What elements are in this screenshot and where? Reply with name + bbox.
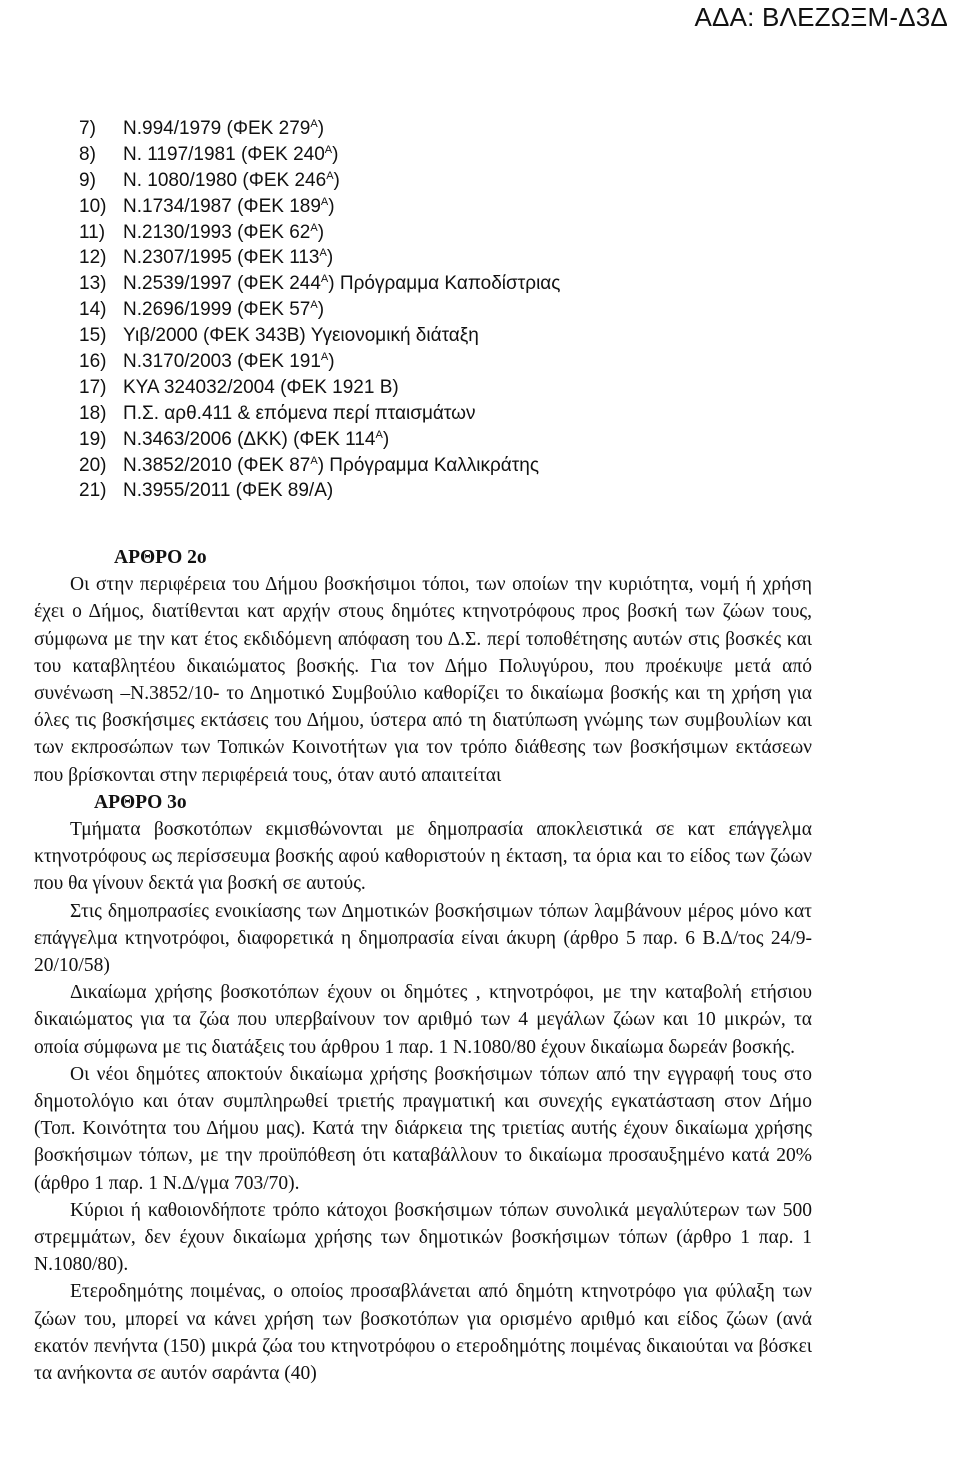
list-item-tail: ) <box>317 221 325 243</box>
list-item-superscript: Α <box>310 299 318 312</box>
list-item-main: Ν.3170/2003 (ΦΕΚ 191 <box>123 351 321 373</box>
list-item-tail: ) Πρόγραμμα Καλλικράτης <box>317 454 540 476</box>
list-item-main: Ν.2696/1999 (ΦΕΚ 57 <box>123 299 311 321</box>
list-item <box>0 142 960 168</box>
list-item-text <box>123 271 560 297</box>
list-item-main: Ν.2307/1995 (ΦΕΚ 113 <box>123 247 320 269</box>
list-item-main: Ν. 1197/1981 (ΦΕΚ 240 <box>123 143 325 165</box>
list-item <box>0 116 960 142</box>
article-3-paragraph-2: Στις δημοπρασίες ενοικίασης των Δημοτικών βοσκήσιμων τόπων λαμβάνουν μέρος μόνο κατ επάγγελμα κτηνοτρόφοι, διαφορετικά η δημοπρασία είναι άκυρη (άρθρο 5 παρ. 6 Β.Δ/τος 24/9-20/10/58) <box>34 900 812 977</box>
list-item-tail: ) <box>332 143 339 165</box>
list-item-number: 7) <box>79 118 96 139</box>
legislation-list <box>0 116 960 504</box>
list-item <box>0 297 960 323</box>
list-item-text <box>123 349 335 375</box>
list-item <box>0 375 960 401</box>
list-item <box>0 168 960 194</box>
list-item <box>0 478 960 504</box>
article-3-heading: ΑΡΘΡΟ 3ο <box>94 791 187 813</box>
list-item-tail: ) <box>317 118 325 139</box>
list-item-superscript: Α <box>320 351 329 364</box>
list-item-tail: ) <box>382 428 390 450</box>
list-item-tail: ) <box>317 299 325 321</box>
article-3-paragraph-4: Οι νέοι δημότες αποκτούν δικαίωμα χρήσης βοσκήσιμων τόπων από την εγγραφή τους στο δημοτολόγιο και όταν συμπληρωθεί τριετής πραγματική και συνεχής εγκατάσταση στον Δήμο (Τοπ. Κοινότητα του Δήμου μας). Κατά την διάρκεια της τριετίας αυτής έχουν δικαίωμα χρήσης βοσκήσιμων τόπων, με την προϋπόθεση ότι καταβάλλουν το δικαίωμα προσαυξημένο κατά 20% (άρθρο 1 παρ. 1 Ν.Δ/γμα 703/70). <box>34 1063 812 1194</box>
list-item-text <box>123 401 475 427</box>
document-body <box>34 544 812 1387</box>
list-item-tail: ) <box>328 195 335 217</box>
list-item-superscript: Α <box>326 169 334 182</box>
article-2-paragraph: Οι στην περιφέρεια του Δήμου βοσκήσιμοι τόποι, των οποίων την κυριότητα, νομή ή χρήση έχει ο Δήμος, διατίθενται κατ αρχήν στους δημότες κτηνοτρόφους προς βοσκή των ζώων τους, σύμφωνα με την κατ έτος εκδιδόμενη απόφαση του Δ.Σ. περί τοποθέτησης αυτών στις βοσκές και του καταβλητέου δικαιώματος βοσκής. Για τον Δήμο Πολυγύρου, που προέκυψε μετά από συνένωση –Ν.3852/10- το Δημοτικό Συμβούλιο καθορίζει το δικαίωμα βοσκής και τη χρήση για όλες τις βοσκήσιμες εκτάσεις του Δήμου, ύστερα από τη διατύπωση γνώμης των συμβουλίων και των εκπροσώπων των Τοπικών Κοινοτήτων για τον τρόπο διάθεσης των βοσκήσιμων εκτάσεων που βρίσκονται στην περιφέρειά τους, όταν αυτό απαιτείται <box>34 574 812 786</box>
list-item-number: 16) <box>79 351 107 373</box>
list-item-superscript: Α <box>310 118 318 130</box>
list-item <box>0 271 960 297</box>
list-item-text <box>123 297 324 323</box>
list-item-tail: ) <box>333 169 340 191</box>
ada-code: ΑΔΑ: ΒΛΕΖΩΞΜ-Δ3Δ <box>694 2 948 32</box>
list-item-text <box>123 375 399 401</box>
list-item-main: Ν. 1080/1980 (ΦΕΚ 246 <box>123 169 327 191</box>
list-item-number: 12) <box>79 247 107 269</box>
list-item-number: 18) <box>79 402 107 424</box>
list-item-superscript: Α <box>324 143 333 156</box>
list-item-number: 15) <box>79 325 107 347</box>
list-item-number: 9) <box>79 169 96 191</box>
list-item <box>0 323 960 349</box>
list-item <box>0 401 960 427</box>
list-item-superscript: Α <box>319 247 327 260</box>
article-3-paragraph-6: Ετεροδημότης ποιμένας, ο οποίος προσαβλάνεται από δημότη κτηνοτρόφο για φύλαξη των ζώων του, μπορεί να κάνει χρήση των βοσκοτόπων για ορισμένο αριθμό και είδος ζώων (ανά εκατόν πενήντα (150) μικρά ζώα του κτηνοτρόφου ο ετεροδημότης ποιμένας δικαιούται να βόσκει τα ανήκοντα σε αυτόν σαράντα (40) <box>34 1281 812 1385</box>
list-item-number: 20) <box>79 454 107 476</box>
list-item <box>0 427 960 453</box>
list-item-main: Ν.2130/1993 (ΦΕΚ 62 <box>123 221 311 243</box>
list-item-main: Π.Σ. αρθ.411 & επόμενα περί πταισμάτων <box>123 402 476 424</box>
list-item <box>0 349 960 375</box>
list-item-text <box>123 478 333 504</box>
list-item-tail: ) Πρόγραμμα Καποδίστριας <box>328 273 561 295</box>
article-3-paragraph-5: Κύριοι ή καθοιονδήποτε τρόπο κάτοχοι βοσκήσιμων τόπων συνολικά μεγαλύτερων των 500 στρεμμάτων, δεν έχουν δικαίωμα χρήσης των δημοτικών βοσκήσιμων τόπων (άρθρο 1 παρ. 1 Ν.1080/80). <box>34 1199 812 1276</box>
article-3-paragraph-3: Δικαίωμα χρήσης βοσκοτόπων έχουν οι δημότες , κτηνοτρόφοι, με την καταβολή ετήσιου δικαιώματος για τα ζώα που υπερβαίνουν τον αριθμό των 4 μεγάλων ζώων και 10 μικρών, τα οποία σύμφωνα με τις διατάξεις του άρθρου 1 παρ. 1 Ν.1080/80 έχουν δικαίωμα δωρεάν βοσκής. <box>34 982 812 1058</box>
list-item <box>0 194 960 220</box>
list-item-main: Ν.994/1979 (ΦΕΚ 279 <box>123 118 311 139</box>
list-item-number: 13) <box>79 273 107 295</box>
list-item-superscript: Α <box>320 195 329 208</box>
list-item-number: 19) <box>79 428 107 450</box>
list-item-text <box>123 220 324 246</box>
list-item-tail: ) <box>326 247 334 269</box>
list-item-number: 11) <box>79 221 106 243</box>
article-3-paragraph-1: Τμήματα βοσκοτόπων εκμισθώνονται με δημοπρασία αποκλειστικά σε κατ επάγγελμα κτηνοτρόφους ως περίσσευμα βοσκής αφού καθοριστούν η έκταση, τα όρια και το είδος των ζώων που θα γίνουν δεκτά για βοσκή σε αυτούς. <box>34 819 812 895</box>
list-item-text <box>123 194 335 220</box>
list-item <box>0 245 960 271</box>
list-item-text <box>123 453 539 479</box>
list-item-text <box>123 323 479 349</box>
list-item-number: 10) <box>79 195 107 217</box>
list-item-main: Ν.3463/2006 (ΔΚΚ) (ΦΕΚ 114 <box>123 428 376 450</box>
list-item-main: Ν.3955/2011 (ΦΕΚ 89/Α) <box>123 480 334 502</box>
list-item-number: 8) <box>79 143 96 165</box>
list-item-text <box>123 116 324 142</box>
list-item-main: Ν.1734/1987 (ΦΕΚ 189 <box>123 195 321 217</box>
list-item-main: Ν.2539/1997 (ΦΕΚ 244 <box>123 273 321 295</box>
list-item <box>0 453 960 479</box>
list-item-text <box>123 427 389 453</box>
list-item-text <box>123 168 340 194</box>
list-item-superscript: Α <box>375 428 383 441</box>
article-2-heading: ΑΡΘΡΟ 2ο <box>114 547 207 568</box>
list-item <box>0 220 960 246</box>
list-item-superscript: Α <box>310 454 318 467</box>
list-item-main: Υιβ/2000 (ΦΕΚ 343Β) Υγειονομική διάταξη <box>123 325 479 347</box>
list-item-tail: ) <box>328 351 335 373</box>
list-item-number: 17) <box>79 376 107 398</box>
list-item-text <box>123 245 333 271</box>
list-item-main: Ν.3852/2010 (ΦΕΚ 87 <box>123 454 311 476</box>
list-item-text <box>123 142 338 168</box>
list-item-superscript: Α <box>310 221 318 234</box>
list-item-superscript: Α <box>320 273 329 286</box>
list-item-number: 14) <box>79 299 107 321</box>
list-item-number: 21) <box>79 480 107 502</box>
list-item-main: ΚΥΑ 324032/2004 (ΦΕΚ 1921 Β) <box>123 376 399 398</box>
